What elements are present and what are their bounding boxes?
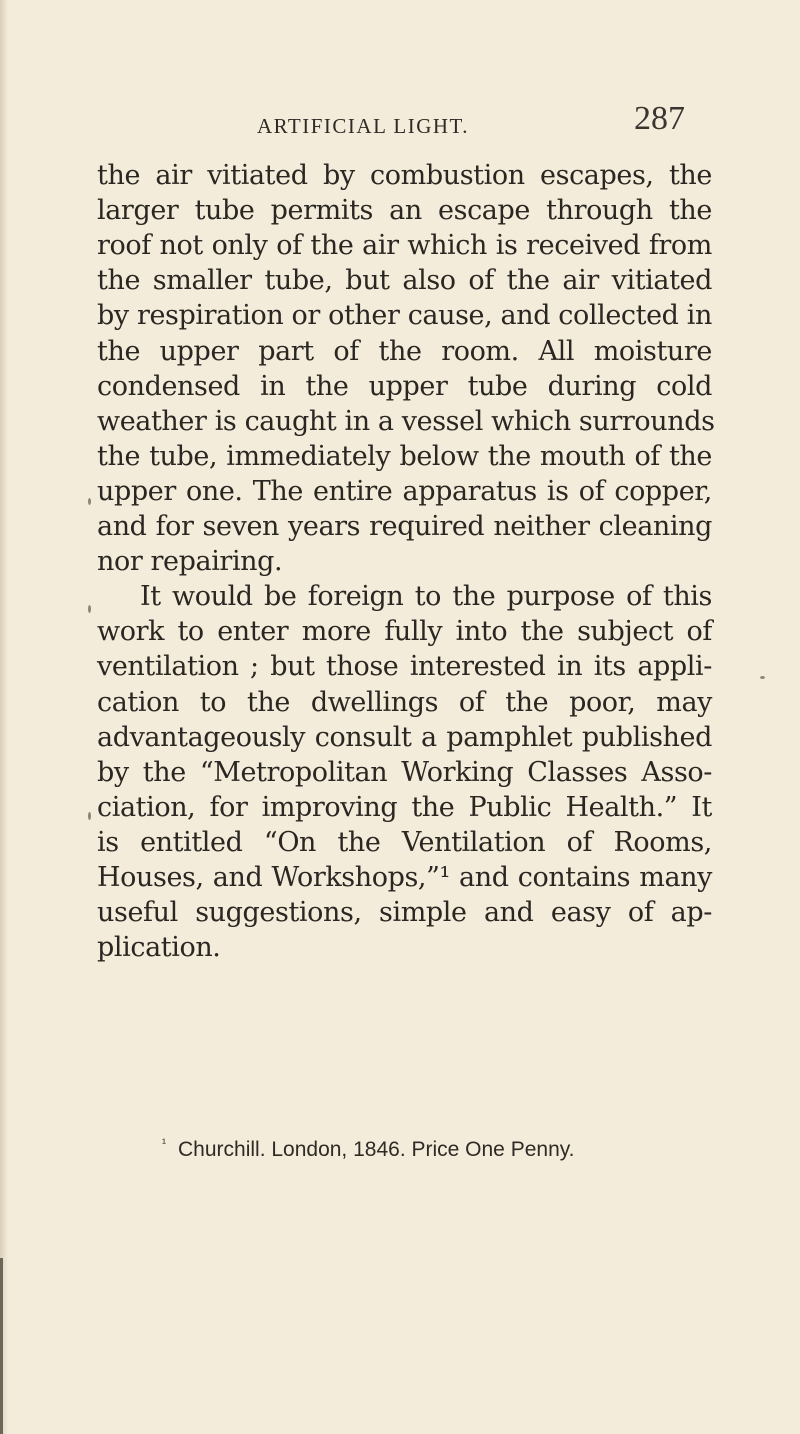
text-line: the upper part of the room. All moisture — [97, 336, 712, 367]
text-line: condensed in the upper tube during cold — [97, 371, 712, 402]
text-line: by the “Metropolitan Working Classes Asso- — [97, 757, 712, 788]
text-line: cation to the dwellings of the poor, may — [97, 687, 712, 718]
paper-speck — [760, 676, 765, 679]
text-line: ventilation ; but those interested in its appli- — [97, 651, 712, 682]
footnote-mark: ¹ — [162, 1136, 166, 1150]
text-line: larger tube permits an escape through the — [97, 195, 712, 226]
running-head: ARTIFICIAL LIGHT. — [257, 114, 470, 138]
text-line: roof not only of the air which is received from — [97, 230, 712, 261]
page-edge-shadow — [0, 0, 8, 1434]
text-line: is entitled “On the Ventilation of Rooms, — [97, 827, 712, 858]
text-line: Houses, and Workshops,”¹ and contains many — [97, 862, 712, 893]
page-number: 287 — [634, 100, 685, 137]
text-line: the smaller tube, but also of the air vitiated — [97, 265, 712, 296]
text-line: by respiration or other cause, and collected in — [97, 300, 712, 331]
text-line: the air vitiated by combustion escapes, the — [97, 160, 712, 191]
paper-speck — [88, 812, 91, 820]
paper-speck — [88, 498, 91, 505]
text-line: nor repairing. — [97, 546, 283, 577]
text-line: weather is caught in a vessel which surrounds — [97, 406, 715, 437]
text-line: and for seven years required neither cleaning — [97, 511, 712, 542]
text-line: plication. — [97, 932, 221, 963]
text-line: upper one. The entire apparatus is of copper, — [97, 476, 712, 507]
text-line: the tube, immediately below the mouth of the — [97, 441, 712, 472]
text-line: advantageously consult a pamphlet published — [97, 722, 712, 753]
page-edge-line — [0, 1258, 3, 1434]
text-line: work to enter more fully into the subject of — [97, 616, 712, 647]
text-line: useful suggestions, simple and easy of ap- — [97, 897, 712, 928]
footnote-text: Churchill. London, 1846. Price One Penny. — [178, 1138, 575, 1161]
paper-speck — [88, 605, 91, 613]
page-header — [0, 100, 800, 142]
text-line: ciation, for improving the Public Health.” It — [97, 792, 712, 823]
text-line: It would be foreign to the purpose of this — [140, 581, 712, 612]
footnote — [162, 1136, 575, 1162]
